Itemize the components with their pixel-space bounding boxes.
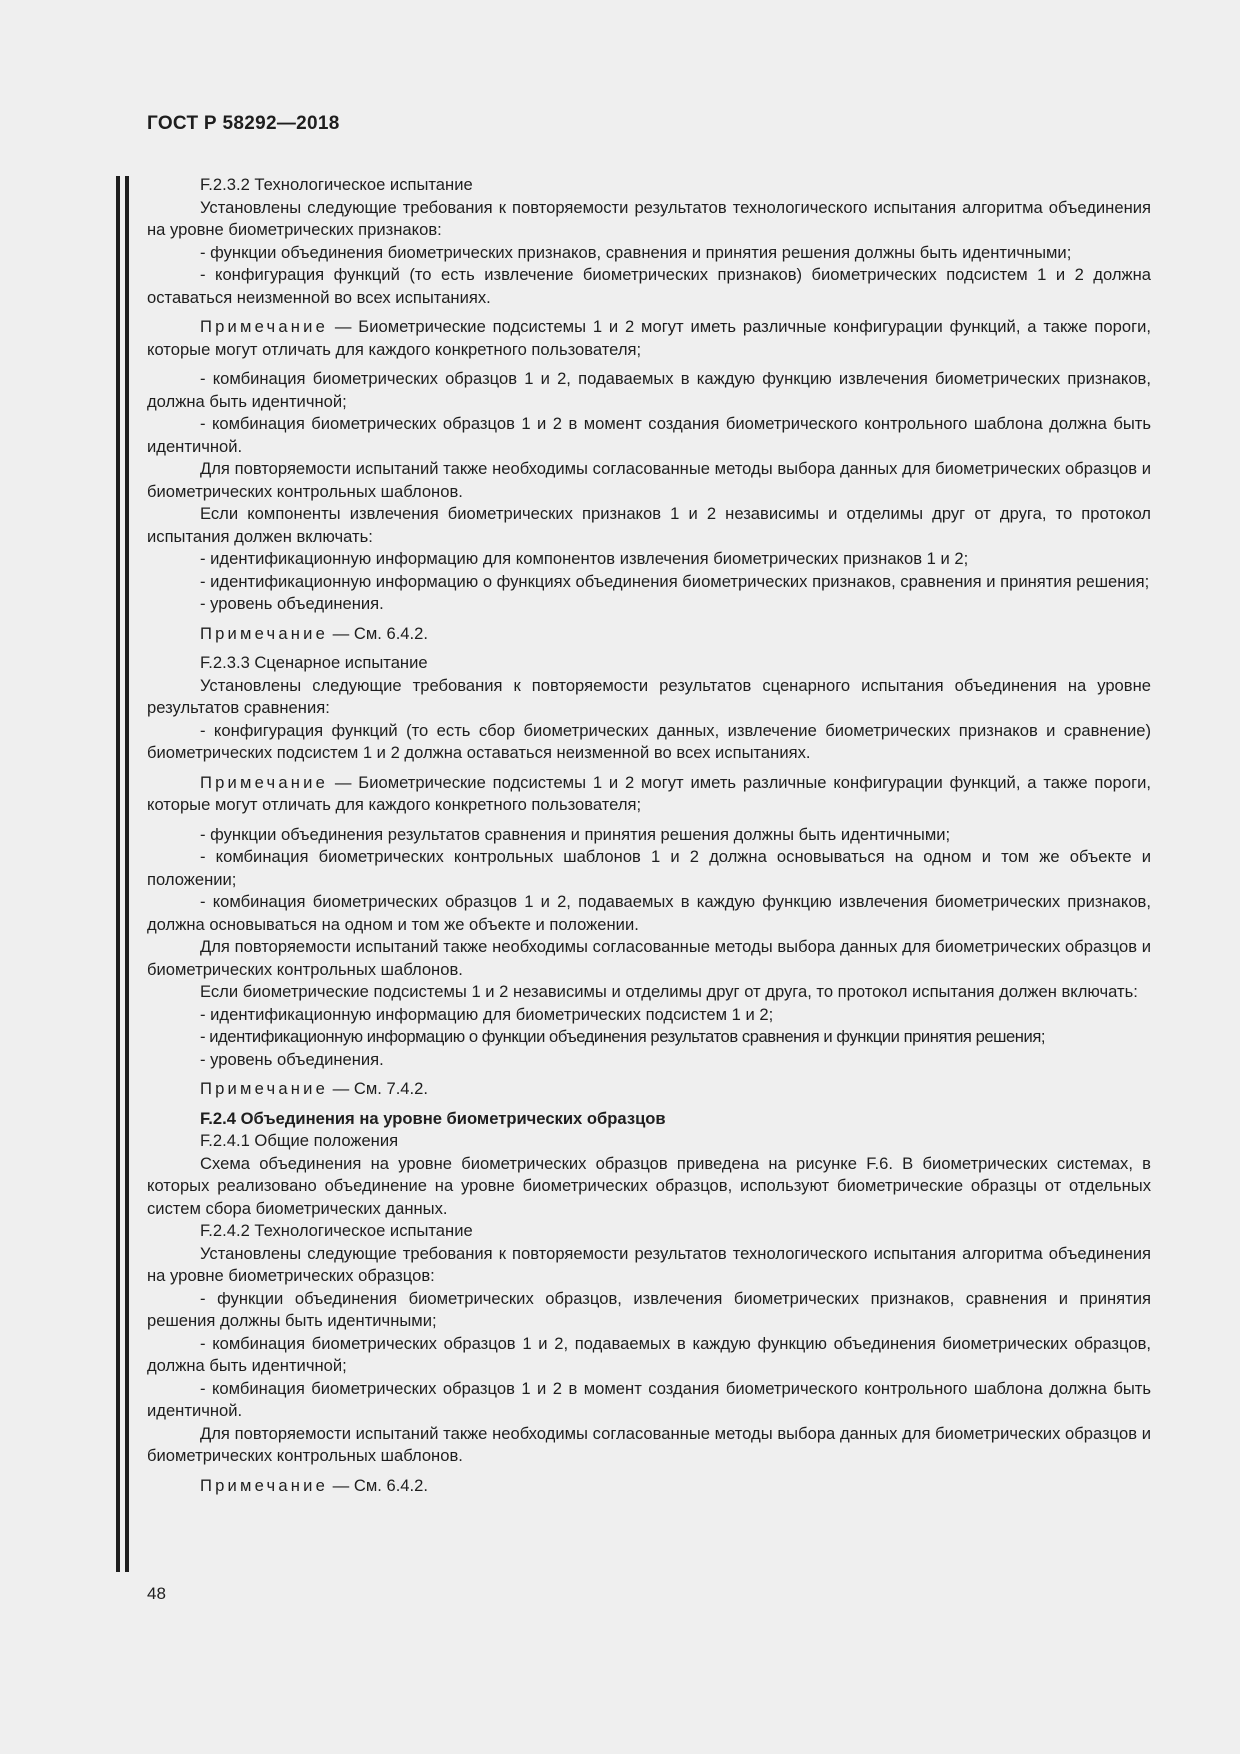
note-label: Примечание [200, 317, 329, 336]
note-text: — См. 7.4.2. [328, 1079, 428, 1098]
paragraph: Схема объединения на уровне биометрических образцов приведена на рисунке F.6. В биометрических системах, в которых реализовано объединение на уровне биометрических образцов, используют биометрические образцы от отдельных систем сбора биометрических данных. [147, 1153, 1151, 1218]
note [147, 623, 1151, 646]
note [147, 1078, 1151, 1101]
paragraph: Установлены следующие требования к повторяемости результатов сценарного испытания объединения на уровне результатов сравнения: [147, 675, 1151, 717]
paragraph: Если биометрические подсистемы 1 и 2 независимы и отделимы друг от друга, то протокол испытания должен включать: [200, 982, 1138, 1001]
list-item: - комбинация биометрических образцов 1 и 2 в момент создания биометрического контрольного шаблона должна быть идентичной. [147, 1378, 1151, 1420]
paragraph: Установлены следующие требования к повторяемости результатов технологического испытания алгоритма объединения на уровне биометрических образцов: [147, 1243, 1151, 1285]
note-text: — См. 6.4.2. [328, 1475, 428, 1495]
change-bar [116, 176, 120, 1572]
list-item: - комбинация биометрических образцов 1 и 2, подаваемых в каждую функцию извлечения биометрических признаков, должна основываться на одном и том же объекте и положении. [147, 892, 1151, 934]
note [147, 1475, 1151, 1498]
page-number: 48 [147, 1584, 166, 1603]
revision-change-bars [116, 176, 130, 1572]
note [147, 772, 1151, 817]
list-item: - идентификационную информацию о функциях объединения биометрических признаков, сравнения и принятия решения; [200, 571, 1150, 591]
list-item: - идентификационную информацию для биометрических подсистем 1 и 2; [200, 1004, 774, 1024]
subsection-title: F.2.3.3 Сценарное испытание [200, 653, 428, 672]
list-item: - уровень объединения. [200, 1049, 384, 1069]
subsection-title: F.2.4.1 Общие положения [200, 1131, 399, 1150]
list-item: - функции объединения биометрических признаков, сравнения и принятия решения должны быть идентичными; [200, 242, 1072, 262]
list-item: - идентификационную информацию для компонентов извлечения биометрических признаков 1 и 2; [200, 549, 969, 568]
note-label: Примечание [200, 772, 329, 792]
note-label: Примечание [200, 623, 329, 643]
paragraph: Установлены следующие требования к повторяемости результатов технологического испытания алгоритма объединения на уровне биометрических признаков: [147, 197, 1151, 239]
document-body [147, 174, 1151, 1504]
note [147, 316, 1151, 361]
list-item: - комбинация биометрических контрольных шаблонов 1 и 2 должна основываться на одном и том же объекте и положении; [147, 847, 1151, 889]
list-item: - комбинация биометрических образцов 1 и 2, подаваемых в каждую функцию извлечения биометрических признаков, должна быть идентичной; [147, 369, 1151, 411]
list-item: - комбинация биометрических образцов 1 и 2 в момент создания биометрического контрольного шаблона должна быть идентичной. [147, 414, 1151, 456]
subsection-title: F.2.4.2 Технологическое испытание [200, 1221, 473, 1240]
paragraph: Для повторяемости испытаний также необходимы согласованные методы выбора данных для биометрических образцов и биометрических контрольных шаблонов. [147, 1423, 1151, 1465]
subsection-title: F.2.3.2 Технологическое испытание [200, 175, 473, 194]
note-label: Примечание [200, 1079, 329, 1098]
list-item: - идентификационную информацию о функции объединения результатов сравнения и функции принятия решения; [200, 1027, 1046, 1046]
list-item: - конфигурация функций (то есть извлечение биометрических признаков) биометрических подсистем 1 и 2 должна оставаться неизменной во всех испытаниях. [147, 265, 1151, 307]
document-header: ГОСТ Р 58292—2018 [147, 113, 340, 134]
list-item: - уровень объединения. [200, 594, 384, 613]
paragraph: Для повторяемости испытаний также необходимы согласованные методы выбора данных для биометрических образцов и биометрических контрольных шаблонов. [147, 937, 1151, 979]
paragraph: Для повторяемости испытаний также необходимы согласованные методы выбора данных для биометрических образцов и биометрических контрольных шаблонов. [147, 459, 1151, 501]
list-item: - конфигурация функций (то есть сбор биометрических данных, извлечение биометрических признаков и сравнение) биометрических подсистем 1 и 2 должна оставаться неизменной во всех испытаниях. [147, 720, 1151, 762]
change-bar [125, 176, 129, 1572]
list-item: - функции объединения результатов сравнения и принятия решения должны быть идентичными; [200, 824, 951, 844]
section-title: F.2.4 Объединения на уровне биометрических образцов [200, 1108, 666, 1128]
list-item: - комбинация биометрических образцов 1 и 2, подаваемых в каждую функцию объединения биометрических образцов, должна быть идентичной; [147, 1333, 1151, 1375]
note-text: — См. 6.4.2. [328, 623, 428, 643]
note-label: Примечание [200, 1475, 329, 1495]
note-text: — Биометрические подсистемы 1 и 2 могут иметь различные конфигурации функций, а также пороги, которые могут отличать для каждого конкретного пользователя; [147, 772, 1151, 814]
note-text: — Биометрические подсистемы 1 и 2 могут иметь различные конфигурации функций, а также пороги, которые могут отличать для каждого конкретного пользователя; [147, 317, 1151, 359]
paragraph: Если компоненты извлечения биометрических признаков 1 и 2 независимы и отделимы друг от друга, то протокол испытания должен включать: [147, 504, 1151, 546]
list-item: - функции объединения биометрических образцов, извлечения биометрических признаков, сравнения и принятия решения должны быть идентичными; [147, 1288, 1151, 1330]
